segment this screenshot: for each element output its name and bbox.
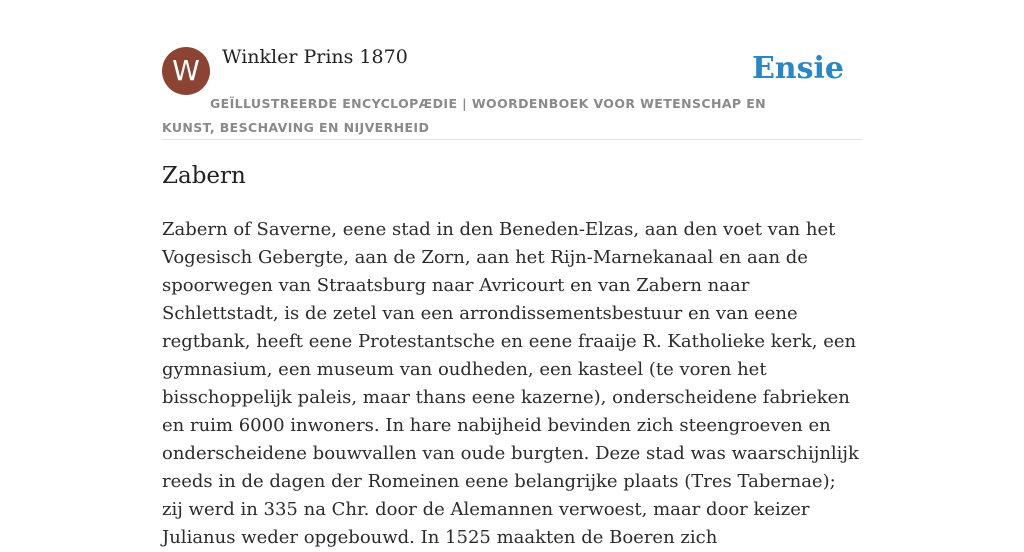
source-title-link[interactable]: Winkler Prins 1870 [222, 46, 408, 68]
article-title: Zabern [162, 163, 246, 189]
source-avatar[interactable]: W [162, 47, 210, 95]
header-divider [162, 139, 862, 140]
ensie-logo[interactable]: Ensie [751, 51, 844, 86]
source-subtitle: GEÏLLUSTREERDE ENCYCLOPÆDIE | WOORDENBOEK VOOR WETENSCHAP EN KUNST, BESCHAVING EN NIJVERHEID [162, 96, 767, 135]
article-body: Zabern of Saverne, eene stad in den Beneden-Elzas, aan den voet van het Vogesisch Gebergte, aan de Zorn, aan het Rijn-Marnekanaal en aan de spoorwegen van Straatsburg naar Avricourt en van Zabern naar Schlettstadt, is de zetel van een arrondissementsbestuur en van eene regtbank, heeft eene Protestantsche en eene fraaije R. Katholieke kerk, een gymnasium, een museum van oudheden, een kasteel (te voren het bisschoppelijk paleis, maar thans eene kazerne), onderscheidene fabrieken en ruim 6000 inwoners. In hare nabijheid bevinden zich steengroeven en onderscheidene bouwvallen van oude burgten. Deze stad was waarschijnlijk reeds in de dagen der Romeinen eene belangrijke plaats (Tres Tabernae); zij werd in 335 na Chr. door de Alemannen verwoest, maar door keizer Julianus weder opgebouwd. In 1525 maakten de Boeren zich [162, 219, 859, 548]
